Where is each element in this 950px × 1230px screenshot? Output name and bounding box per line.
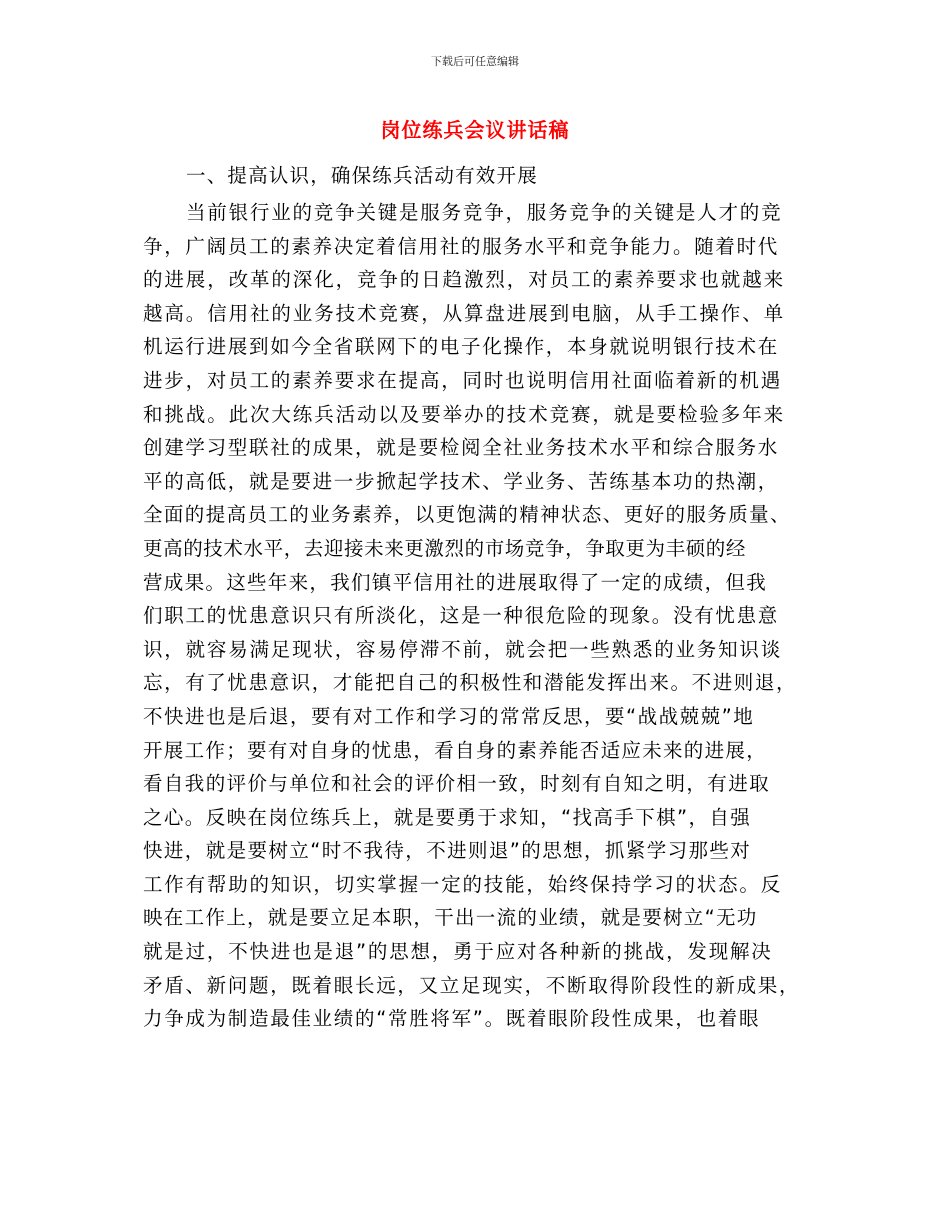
paragraph-line: 和挑战。此次大练兵活动以及要举办的技术竞赛，就是要检验多年来 bbox=[143, 402, 786, 426]
paragraph-line: 创建学习型联社的成果，就是要检阅全社业务技术水平和综合服务水 bbox=[143, 436, 780, 460]
paragraph-line: 的进展，改革的深化，竞争的日趋激烈，对员工的素养要求也就越来 bbox=[143, 268, 786, 292]
document-title: 岗位练兵会议讲话稿 bbox=[380, 118, 570, 142]
paragraph-line: 越高。信用社的业务技术竞赛，从算盘进展到电脑，从手工操作、单 bbox=[143, 301, 786, 325]
paragraph-line: 全面的提高员工的业务素养，以更饱满的精神状态、更好的服务质量、 bbox=[143, 503, 791, 527]
paragraph-line: 之心。反映在岗位练兵上，就是要勇于求知，“找高手下棋”，自强 bbox=[143, 805, 752, 829]
paragraph-line: 争，广阔员工的素养决定着信用社的服务水平和竞争能力。随着时代 bbox=[143, 234, 780, 258]
paragraph-line: 们职工的忧患意识只有所淡化，这是一种很危险的现象。没有忧患意 bbox=[143, 604, 780, 628]
paragraph-line: 营成果。这些年来，我们镇平信用社的进展取得了一定的成绩，但我 bbox=[143, 570, 768, 594]
paragraph-line: 矛盾、新问题，既着眼长远，又立足现实，不断取得阶段性的新成果， bbox=[143, 973, 801, 997]
paragraph-line: 忘，有了忧患意识，才能把自己的积极性和潜能发挥出来。不进则退， bbox=[143, 671, 798, 695]
paragraph-line: 开展工作；要有对自身的忧患，看自身的素养能否适应未来的进展， bbox=[143, 738, 768, 762]
paragraph-line: 进步，对员工的素养要求在提高，同时也说明信用社面临着新的机遇 bbox=[143, 368, 783, 392]
paragraph-line: 看自我的评价与单位和社会的评价相一致，时刻有自知之明，有进取 bbox=[143, 772, 771, 796]
section-heading: 一、提高认识，确保练兵活动有效开展 bbox=[186, 164, 538, 187]
paragraph-line: 快进，就是要树立“时不我待，不进则退”的思想，抓紧学习那些对 bbox=[143, 839, 752, 863]
body-paragraph bbox=[143, 196, 813, 1036]
paragraph-line: 识，就容易满足现状，容易停滞不前，就会把一些熟悉的业务知识谈 bbox=[143, 637, 783, 661]
paragraph-line: 映在工作上，就是要立足本职，干出一流的业绩，就是要树立“无功 bbox=[143, 906, 758, 930]
paragraph-line: 当前银行业的竞争关键是服务竞争，服务竞争的关键是人才的竞 bbox=[186, 201, 783, 224]
paragraph-line: 机运行进展到如今全省联网下的电子化操作，本身就说明银行技术在 bbox=[143, 335, 780, 359]
paragraph-line: 不快进也是后退，要有对工作和学习的常常反思，要“战战兢兢”地 bbox=[143, 704, 755, 728]
paragraph-line: 更高的技术水平，去迎接未来更激烈的市场竞争，争取更为丰硕的经 bbox=[143, 536, 747, 560]
paragraph-line: 平的高低，就是要进一步掀起学技术、学业务、苦练基本功的热潮， bbox=[143, 469, 780, 493]
paragraph-line: 力争成为制造最佳业绩的“常胜将军”。既着眼阶段性成果，也着眼 bbox=[143, 1007, 761, 1031]
paragraph-line: 工作有帮助的知识，切实掌握一定的技能，始终保持学习的状态。反 bbox=[143, 872, 783, 896]
page-header-note: 下载后可任意编辑 bbox=[431, 55, 519, 68]
paragraph-line: 就是过，不快进也是退”的思想，勇于应对各种新的挑战，发现解决 bbox=[143, 940, 773, 964]
